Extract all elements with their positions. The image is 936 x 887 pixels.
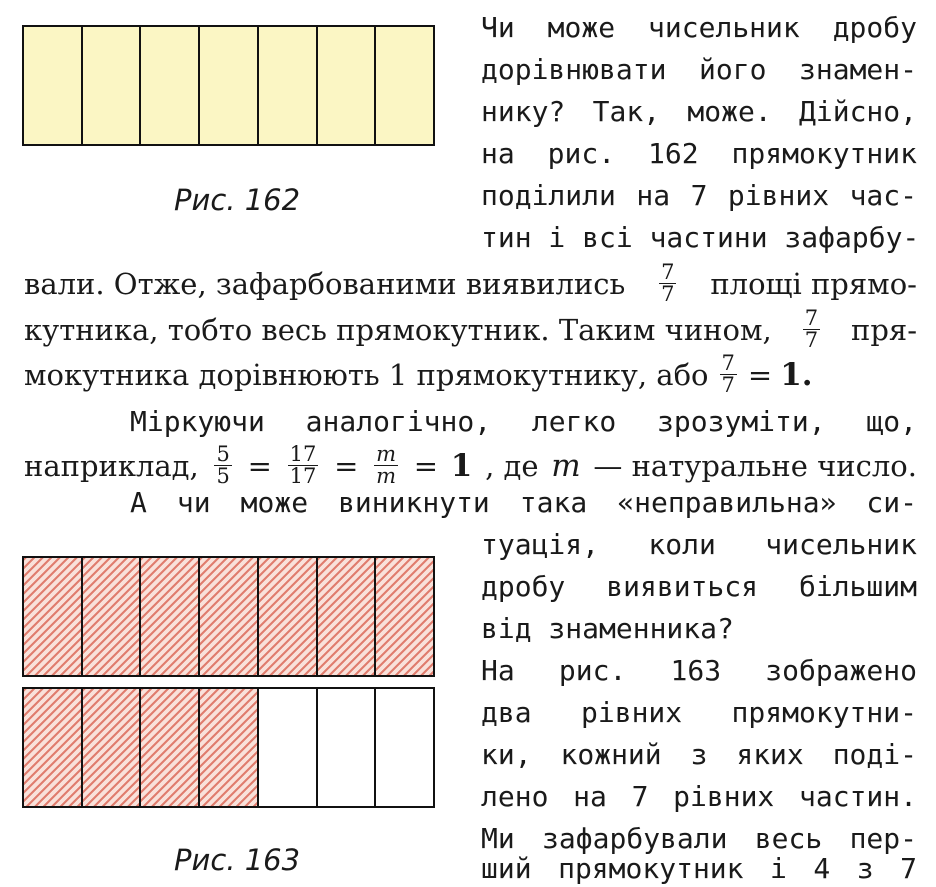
fig162-part (259, 27, 318, 144)
text-line: А чи може виникнути така «неправильна» си- (130, 486, 917, 519)
text-line: від знаменника? (481, 612, 734, 645)
fig163-top-part (83, 558, 142, 675)
fraction-denominator: 5 (216, 464, 230, 488)
fig163-bottom-part-shaded (83, 689, 142, 806)
text-line: два рівних прямокутни- (481, 696, 917, 729)
text-line: Міркуючи аналогічно, легко зрозуміти, що, (130, 405, 917, 438)
fig163-bottom-part-empty (259, 689, 318, 806)
fraction-denominator: 7 (661, 282, 675, 306)
fraction-m-m (374, 444, 398, 487)
text-line: поділили на 7 рівних час- (481, 179, 917, 212)
figure-163-top-rectangle (22, 556, 435, 677)
text-line: дробу виявиться більшим (481, 570, 917, 603)
text-line-with-fraction (24, 308, 917, 351)
text-line-with-equation (24, 353, 813, 396)
equals-sign: = (747, 357, 773, 392)
fig163-top-part (200, 558, 259, 675)
fig163-bottom-part-empty (376, 689, 433, 806)
fraction-numerator: 7 (721, 351, 735, 375)
fraction-numerator: 17 (289, 442, 317, 466)
fig163-bottom-part-empty (318, 689, 377, 806)
text-line: на рис. 162 прямокутник (481, 137, 917, 170)
fraction-17-17 (288, 444, 319, 487)
text-line: Чи може чисельник дробу (481, 11, 917, 44)
text-line: На рис. 163 зображено (481, 654, 917, 687)
fraction-numerator: 5 (216, 442, 230, 466)
fig163-top-part (24, 558, 83, 675)
fig163-bottom-part-shaded (24, 689, 83, 806)
text-line: нику? Так, може. Дійсно, (481, 95, 917, 128)
text-line: тин і всі частини зафарбу- (481, 221, 920, 254)
text-segment: площі прямо- (710, 266, 917, 301)
figure-162-rectangle (22, 25, 435, 146)
fraction-7-7 (803, 308, 820, 351)
fraction-denominator: 7 (721, 373, 735, 397)
text-line: ший прямокутник і 4 з 7 (481, 852, 917, 885)
fig162-part (376, 27, 433, 144)
fig162-part (83, 27, 142, 144)
text-line-with-equation (24, 444, 917, 487)
figure-163-caption: Рис. 163 (174, 843, 301, 877)
fig162-part (200, 27, 259, 144)
fig162-part (24, 27, 83, 144)
fig163-top-part (318, 558, 377, 675)
variable-m: m (551, 447, 581, 484)
text-segment: вали. Отже, зафарбованими виявились (24, 266, 626, 301)
text-segment: — натуральне число. (593, 448, 917, 483)
fraction-denominator: 17 (289, 464, 317, 488)
text-segment: кутника, тобто весь прямокутник. Таким чином, (24, 312, 772, 347)
text-line: Ми зафарбували весь пер- (481, 822, 917, 855)
equals-sign: = (413, 448, 439, 483)
text-line: ки, кожний з яких поді- (481, 738, 917, 771)
text-line: туація, коли чисельник (481, 528, 917, 561)
fig163-top-part (259, 558, 318, 675)
text-segment: пря- (851, 312, 917, 347)
fraction-numerator: 7 (804, 306, 819, 330)
fraction-5-5 (214, 444, 231, 487)
fig162-part (318, 27, 377, 144)
fig163-top-part (376, 558, 433, 675)
fraction-7-7 (720, 353, 737, 396)
fraction-denominator: 7 (804, 328, 819, 352)
fig162-part (141, 27, 200, 144)
result-one: 1. (780, 356, 813, 393)
equals-sign: = (247, 448, 272, 483)
equals-sign: = (334, 448, 359, 483)
text-line-with-fraction (24, 262, 917, 305)
figure-162-caption: Рис. 162 (174, 183, 301, 217)
result-one: 1 (450, 447, 473, 484)
text-line: дорівнювати його знамен- (481, 53, 917, 86)
fig163-top-part (141, 558, 200, 675)
fig163-bottom-part-shaded (141, 689, 200, 806)
fraction-numerator: 7 (661, 260, 675, 284)
fraction-denominator: m (376, 464, 397, 488)
text-line: лено на 7 рівних частин. (481, 780, 917, 813)
figure-163-bottom-rectangle (22, 687, 435, 808)
fraction-numerator: m (376, 442, 397, 466)
text-segment: наприклад, (24, 448, 199, 483)
text-segment: , де (485, 448, 539, 483)
fig163-bottom-part-shaded (200, 689, 259, 806)
fraction-7-7 (659, 262, 676, 305)
text-segment: мокутника дорівнюють 1 прямокутнику, або (24, 357, 709, 392)
